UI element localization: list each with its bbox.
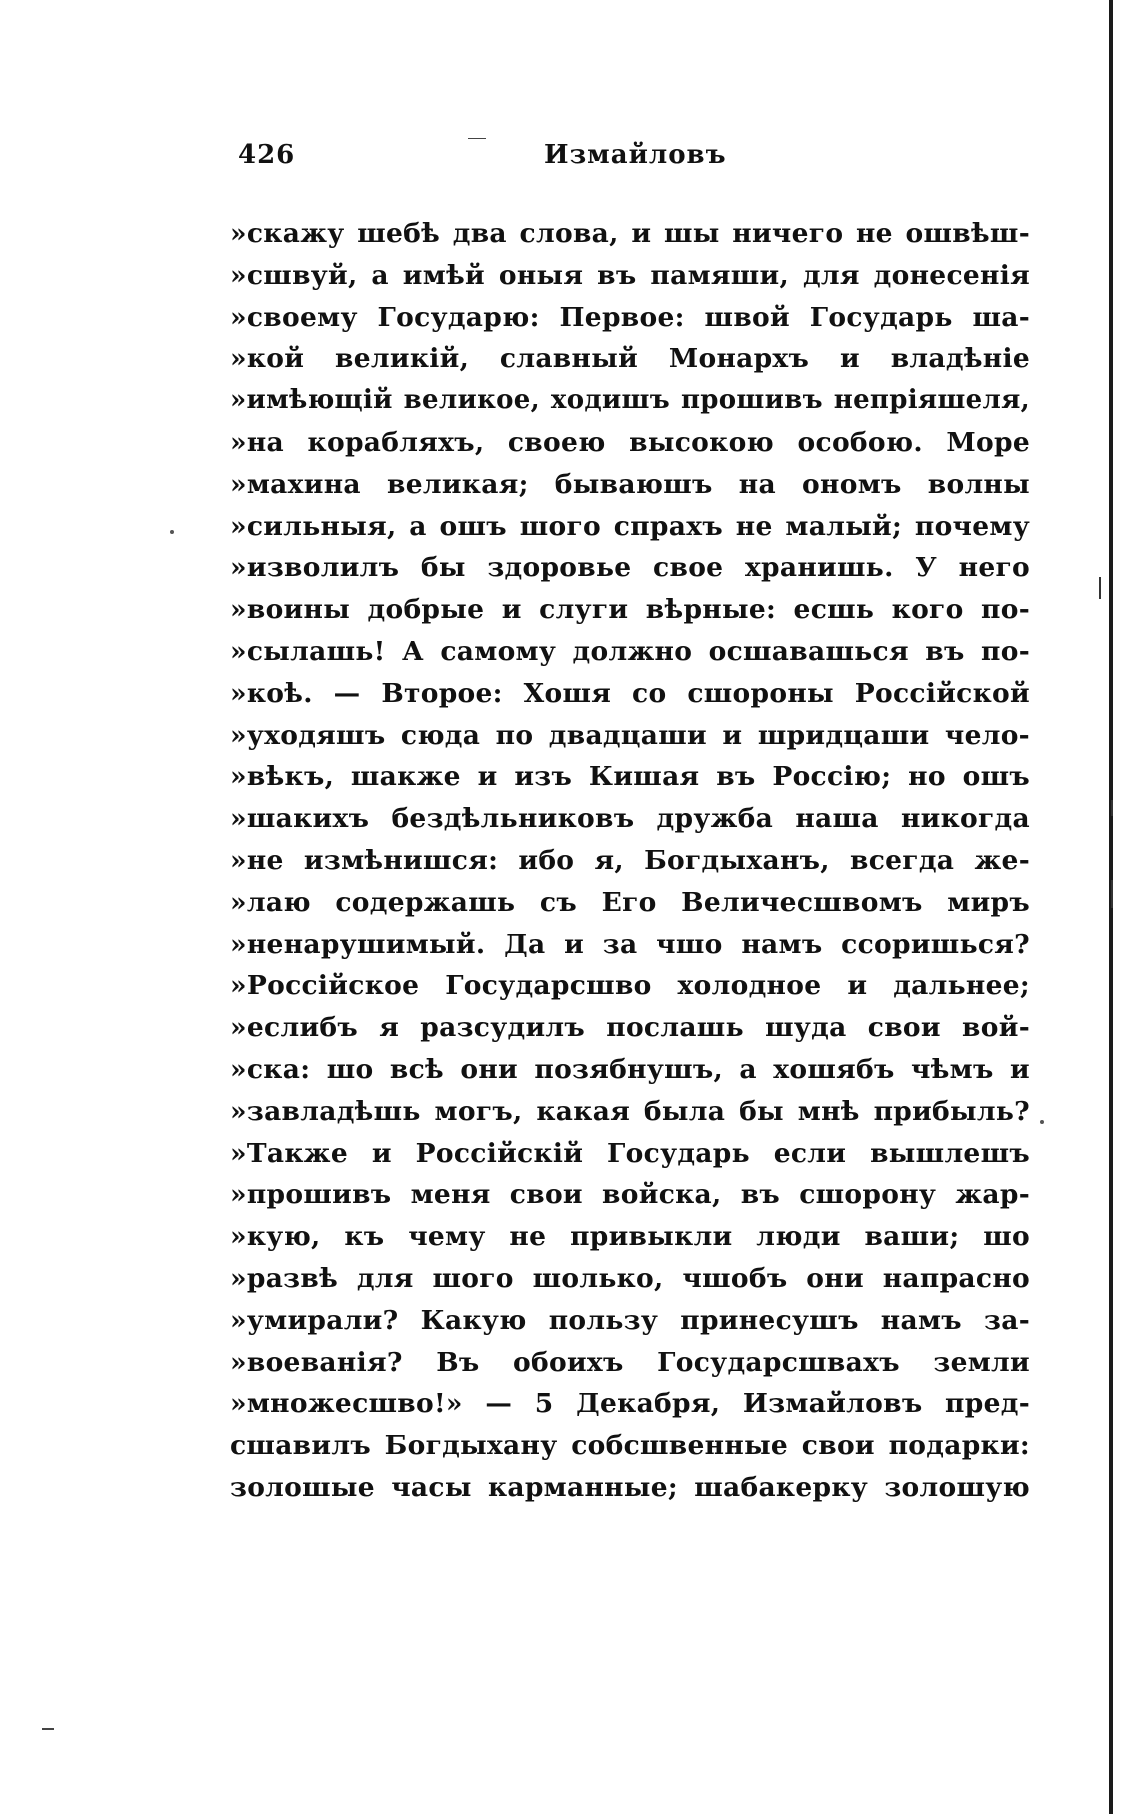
text-line: »имѣющій великое, ходишъ прошивъ непріяшеля,	[230, 385, 1030, 416]
speck	[170, 530, 174, 534]
text-line: »кой великій, славный Монархъ и владѣніе	[230, 343, 1030, 375]
text-line: »сылашь! А самому должно осшавашься въ по-	[230, 635, 1030, 667]
text-line: »своему Государю: Первое: швой Государь ша-	[230, 301, 1030, 333]
edge-mark	[1099, 577, 1101, 599]
edge-mark	[1111, 880, 1113, 908]
text-line: »еслибъ я разсудилъ послашь шуда свои вой-	[230, 1012, 1030, 1044]
speck	[1040, 1120, 1044, 1124]
text-line: »сильныя, а ошъ шого спрахъ не малый; почему	[230, 510, 1030, 542]
running-title: Измайловъ	[544, 140, 727, 170]
text-line: »коѣ. — Второе: Хошя со сшороны Россійской	[230, 677, 1030, 709]
text-line: »сшвуй, а имѣй оныя въ памяши, для донесенія	[230, 259, 1030, 291]
text-line: »уходяшъ сюда по двадцаши и шридцаши чело-	[230, 719, 1030, 751]
text-line: »завладѣшь могъ, какая была бы мнѣ прибыль?	[230, 1095, 1030, 1127]
text-line: »на корабляхъ, своею высокою особою. Море	[230, 426, 1030, 458]
text-line: »изволилъ бы здоровье свое хранишь. У него	[230, 552, 1030, 584]
speck	[42, 1728, 54, 1730]
page-number: 426	[238, 140, 296, 170]
page-header	[238, 140, 1028, 184]
text-line: »ска: шо всѣ они позябнушъ, а хошябъ чѣмъ и	[230, 1053, 1030, 1085]
text-line: »скажу шебѣ два слова, и шы ничего не ошвѣш-	[230, 218, 1030, 249]
text-line: »Россійское Государсшво холодное и дальнее;	[230, 970, 1030, 1002]
text-line: сшавилъ Богдыхану собсшвенные свои подарки:	[230, 1430, 1030, 1462]
text-line: »махина великая; бываюшъ на ономъ волны	[230, 468, 1030, 500]
text-line: »лаю содержашь съ Его Величесшвомъ миръ	[230, 886, 1030, 918]
body-text	[230, 213, 1030, 1509]
text-line: »шакихъ бездѣльниковъ дружба наша никогда	[230, 803, 1030, 835]
text-line: »Также и Россійскій Государь если вышлешъ	[230, 1137, 1030, 1169]
edge-mark	[1111, 800, 1113, 816]
text-line: золошые часы карманные; шабакерку золошую	[230, 1471, 1030, 1503]
speck	[468, 138, 486, 139]
text-line: »умирали? Какую пользу принесушъ намъ за-	[230, 1304, 1030, 1336]
text-line: »воины добрые и слуги вѣрные: есшь кого по-	[230, 594, 1030, 626]
text-line: »вѣкъ, шакже и изъ Кишая въ Россію; но ошъ	[230, 761, 1030, 793]
text-line: »не измѣнишся: ибо я, Богдыханъ, всегда же-	[230, 844, 1030, 876]
text-line: »кую, къ чему не привыкли люди ваши; шо	[230, 1221, 1030, 1253]
text-line: »воеванія? Въ обоихъ Государсшвахъ земли	[230, 1346, 1030, 1378]
text-line: »развѣ для шого шолько, чшобъ они напрасно	[230, 1262, 1030, 1294]
text-line: »множесшво!» — 5 Декабря, Измайловъ пред-	[230, 1388, 1030, 1420]
text-line: »прошивъ меня свои войска, въ сшорону жар-	[230, 1179, 1030, 1211]
text-line: »ненарушимый. Да и за чшо намъ ссоришься?	[230, 928, 1030, 960]
